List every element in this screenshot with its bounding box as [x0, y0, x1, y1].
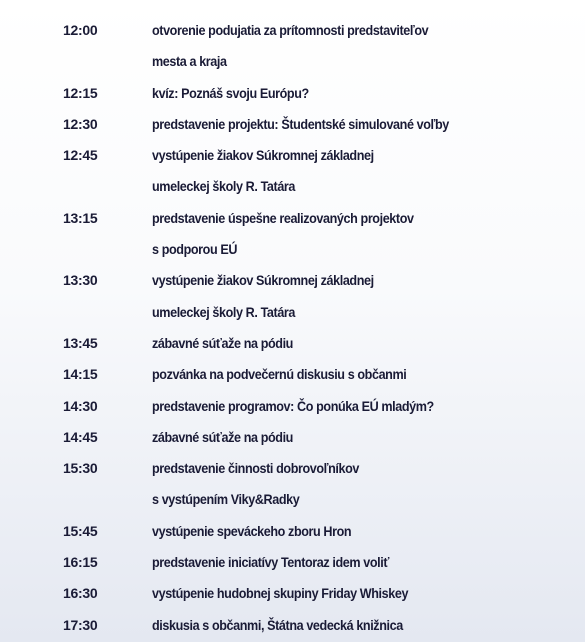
schedule-description-line: s podporou EÚ: [152, 241, 238, 258]
schedule-row: [0, 391, 585, 422]
schedule-row: [0, 109, 585, 140]
schedule-row: [0, 453, 585, 516]
schedule-description-line: zábavné súťaže na pódiu: [152, 428, 293, 445]
schedule-description-line: pozvánka na podvečernú diskusiu s občanmi: [152, 366, 407, 383]
schedule-time: 14:30: [63, 397, 98, 414]
schedule-time: 12:30: [63, 115, 98, 132]
schedule-time: 16:15: [63, 554, 98, 571]
schedule-row: [0, 265, 585, 328]
schedule-description: [152, 610, 585, 641]
schedule-time: 13:45: [63, 334, 98, 351]
schedule-row: [0, 359, 585, 390]
schedule-description-line: vystúpenie hudobnej skupiny Friday Whiskey: [152, 585, 409, 602]
schedule-time: 12:45: [63, 147, 98, 164]
schedule-time: 14:45: [63, 428, 98, 445]
schedule-row: [0, 422, 585, 453]
schedule-time: 15:45: [63, 522, 98, 539]
schedule-description: [152, 328, 585, 359]
schedule-description: [152, 265, 585, 328]
schedule-time: 13:15: [63, 209, 98, 226]
schedule-description: [152, 109, 585, 140]
schedule-description-line: zábavné súťaže na pódiu: [152, 334, 293, 351]
schedule-description-line: kvíz: Poznáš svoju Európu?: [152, 84, 309, 101]
schedule-description: [152, 516, 585, 547]
schedule-row: [0, 610, 585, 641]
schedule-description: [152, 15, 585, 78]
schedule-description-line: s vystúpením Viky&Radky: [152, 491, 300, 508]
schedule-description-line: mesta a kraja: [152, 53, 227, 70]
schedule-row: [0, 140, 585, 203]
schedule-row: [0, 328, 585, 359]
schedule-description-line: predstavenie programov: Čo ponúka EÚ mladým?: [152, 397, 434, 414]
schedule-description: [152, 359, 585, 390]
schedule-time: 12:00: [63, 22, 98, 38]
schedule-description-line: vystúpenie speváckeho zboru Hron: [152, 522, 352, 539]
schedule-description-line: vystúpenie žiakov Súkromnej základnej: [152, 147, 374, 164]
schedule-description-line: umeleckej školy R. Tatára: [152, 178, 296, 195]
schedule-description: [152, 547, 585, 578]
schedule-description-line: diskusia s občanmi, Štátna vedecká knižnica: [152, 616, 403, 633]
schedule-description-line: umeleckej školy R. Tatára: [152, 303, 296, 320]
schedule-description-line: vystúpenie žiakov Súkromnej základnej: [152, 272, 374, 289]
schedule-description: [152, 140, 585, 203]
schedule-description-line: predstavenie iniciatívy Tentoraz idem voliť: [152, 554, 389, 571]
schedule-description: [152, 453, 585, 516]
schedule-description: [152, 78, 585, 109]
schedule-row: [0, 15, 585, 78]
schedule-row: [0, 547, 585, 578]
schedule-time: 17:30: [63, 616, 98, 633]
schedule-description: [152, 203, 585, 266]
schedule-description-line: otvorenie podujatia za prítomnosti predstaviteľov: [152, 22, 429, 38]
schedule-description: [152, 578, 585, 609]
schedule-time: 13:30: [63, 272, 98, 289]
schedule-row: [0, 578, 585, 609]
schedule-description: [152, 391, 585, 422]
schedule-time: 14:15: [63, 366, 98, 383]
schedule-description: [152, 422, 585, 453]
schedule-time: 15:30: [63, 460, 98, 477]
schedule-row: [0, 203, 585, 266]
schedule-row: [0, 516, 585, 547]
schedule-description-line: predstavenie projektu: Študentské simulované voľby: [152, 115, 449, 132]
schedule-time: 16:30: [63, 585, 98, 602]
schedule-time: 12:15: [63, 84, 98, 101]
schedule-description-line: predstavenie úspešne realizovaných projektov: [152, 209, 414, 226]
schedule-row: [0, 78, 585, 109]
schedule-description-line: predstavenie činnosti dobrovoľníkov: [152, 460, 360, 477]
